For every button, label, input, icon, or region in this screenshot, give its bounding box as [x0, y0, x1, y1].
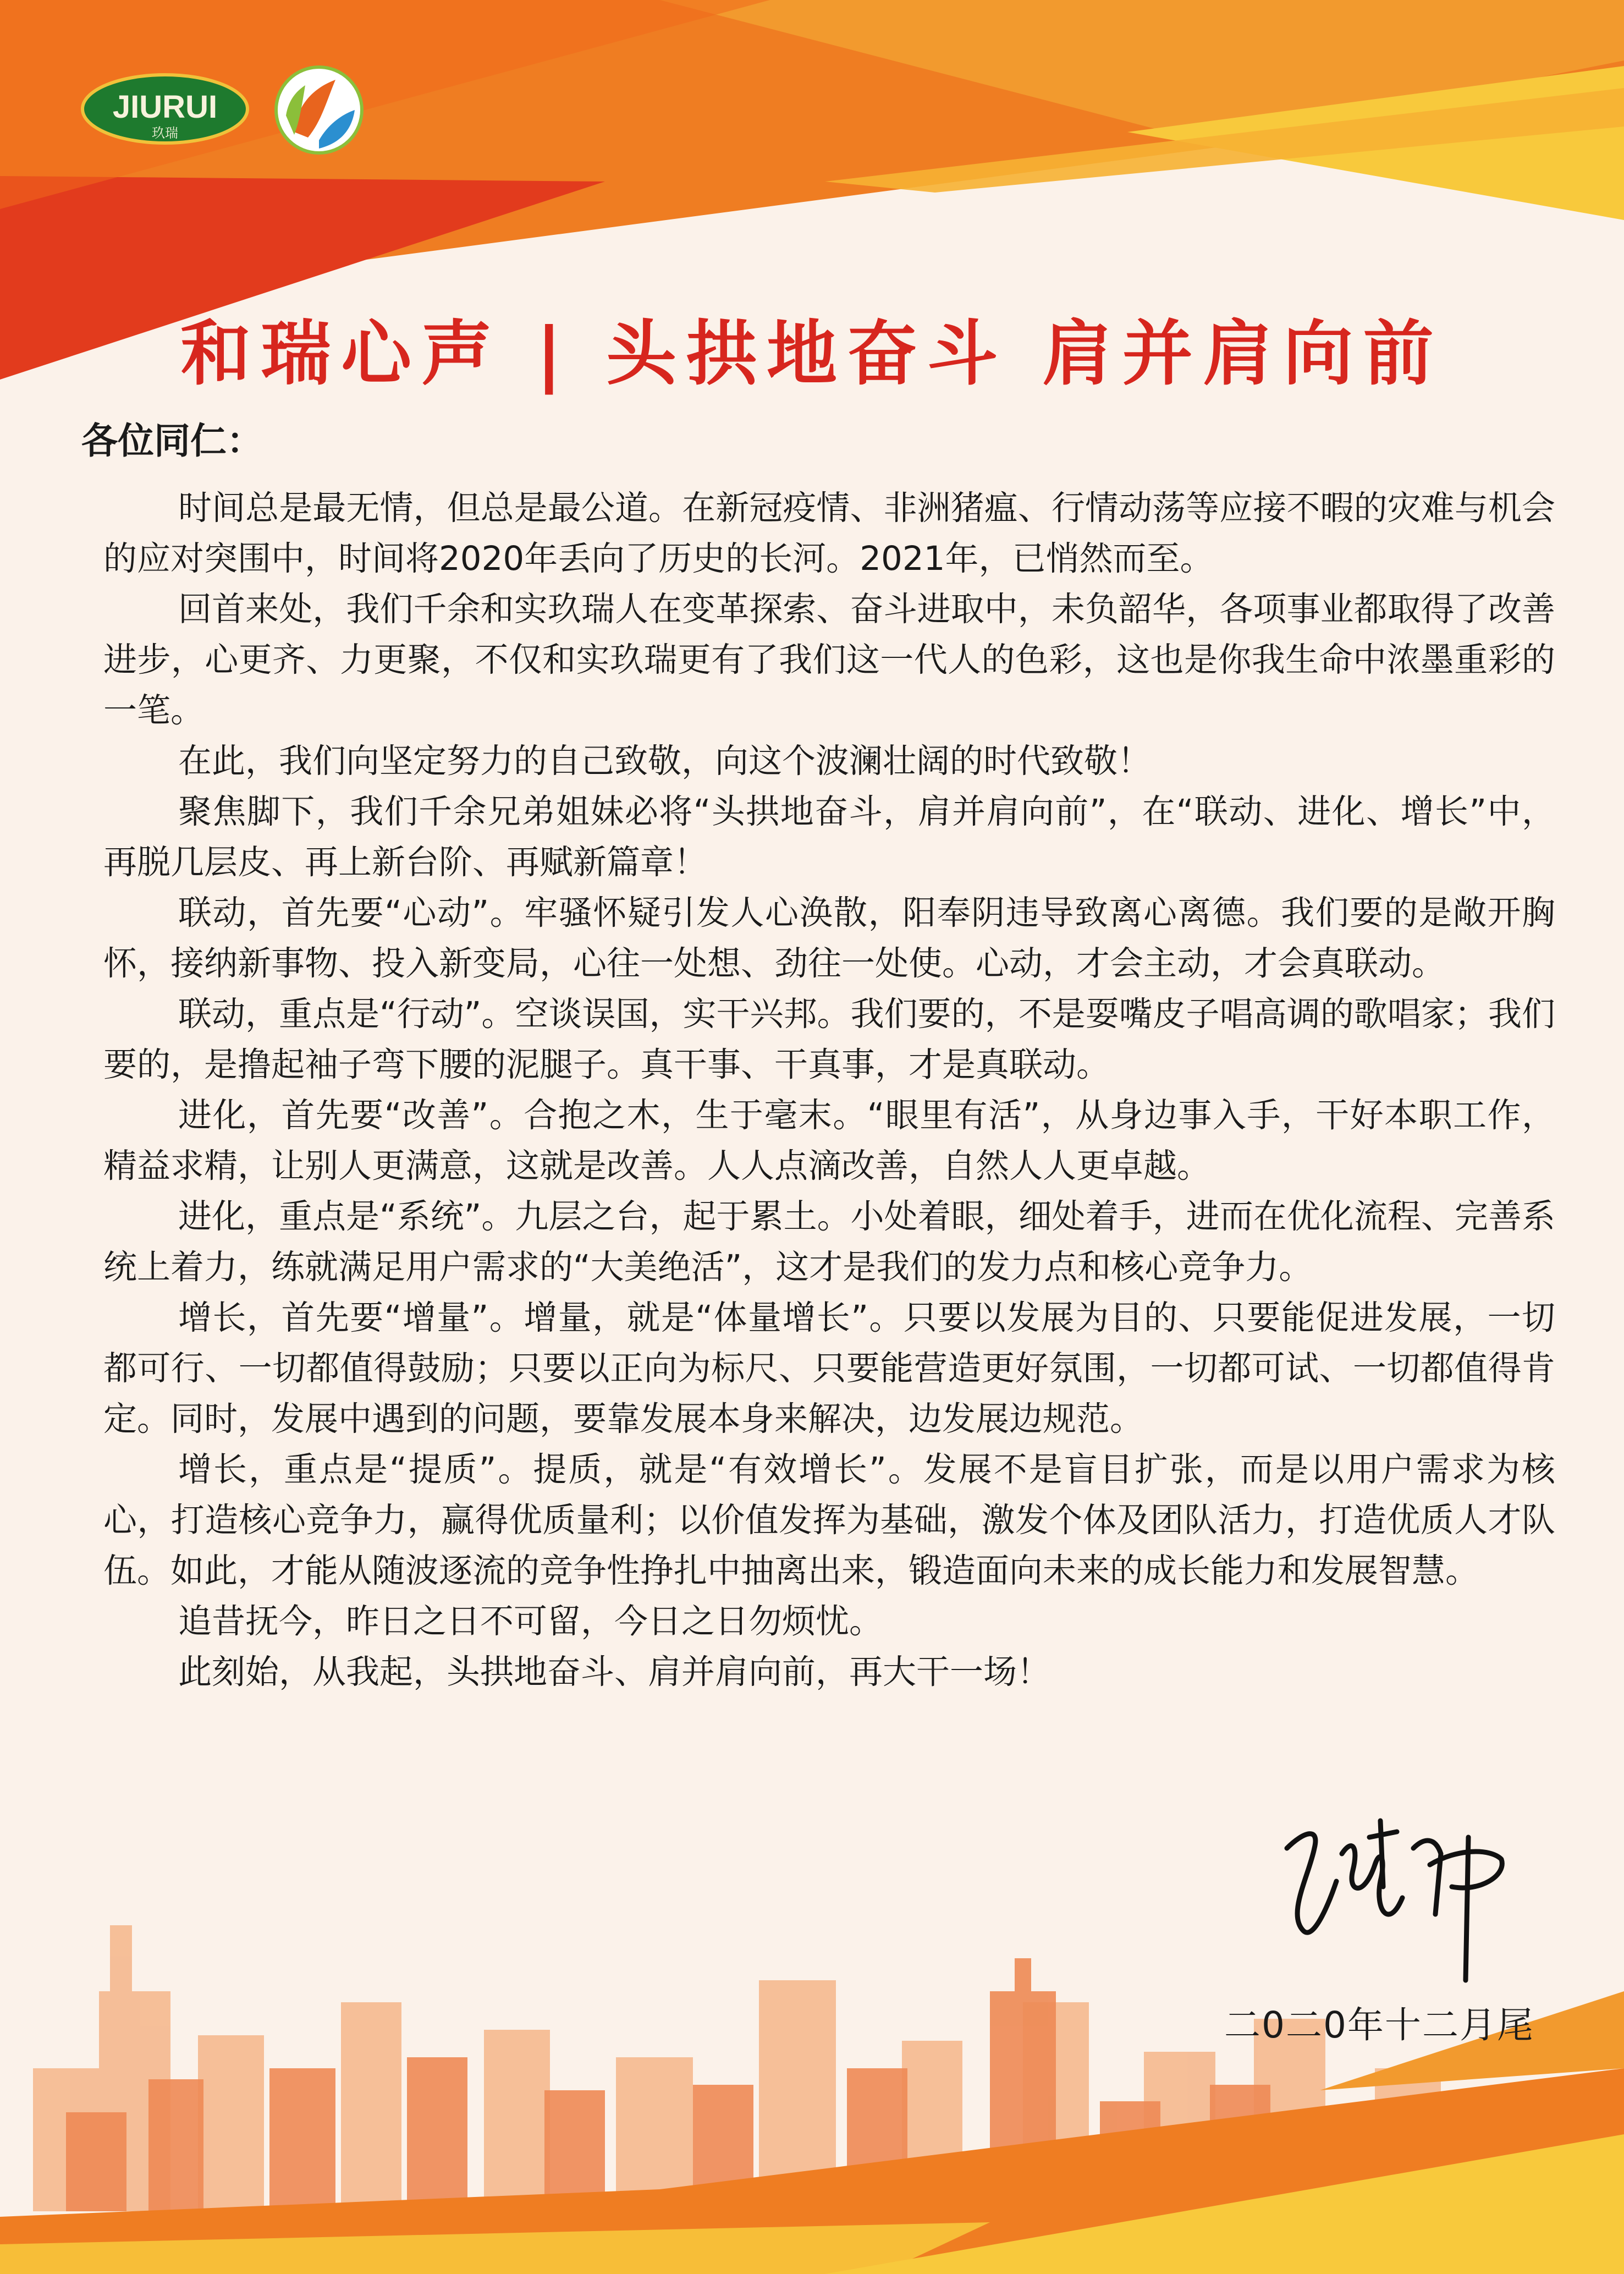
company-logo — [77, 61, 374, 171]
paragraph: 进化，重点是“系统”。九层之台，起于累土。小处着眼，细处着手，进而在优化流程、完善系统上着力，练就满足用户需求的“大美绝活”，这才是我们的发力点和核心竞争力。 — [103, 1197, 1555, 1287]
greeting: 各位同仁： — [81, 420, 263, 462]
paragraph: 进化，首先要“改善”。合抱之木，生于毫末。“眼里有活”，从身边事入手，干好本职工作，精益求精，让别人更满意，这就是改善。人人点滴改善，自然人人更卓越。 — [103, 1096, 1555, 1185]
paragraph: 此刻始，从我起，头拱地奋斗、肩并肩向前，再大干一场！ — [178, 1652, 1051, 1691]
letter-body — [103, 483, 1555, 1698]
paragraph: 追昔抚今，昨日之日不可留，今日之日勿烦忧。 — [178, 1602, 883, 1641]
logo-brand-cn: 玖瑞 — [152, 125, 178, 141]
paragraph: 增长，重点是“提质”。提质，就是“有效增长”。发展不是盲目扩张，而是以用户需求为核心，打造核心竞争力，赢得优质量利；以价值发挥为基础，激发个体及团队活力，打造优质人才队伍。如此，才能从随波逐流的竞争性挣扎中抽离出来，锻造面向未来的成长能力和发展智慧。 — [103, 1450, 1555, 1590]
handwritten-signature — [1270, 1815, 1545, 1997]
paragraph: 时间总是最无情，但总是最公道。在新冠疫情、非洲猪瘟、行情动荡等应接不暇的灾难与机会的应对突围中，时间将2020年丢向了历史的长河。2021年，已悄然而至。 — [103, 488, 1555, 578]
paragraph: 聚焦脚下，我们千余兄弟姐妹必将“头拱地奋斗，肩并肩向前”，在“联动、进化、增长”中，再脱几层皮、再上新台阶、再赋新篇章！ — [103, 792, 1555, 882]
logo-graphic — [77, 61, 374, 171]
logo-brand-text: JIURUI — [112, 89, 218, 125]
paragraph: 联动，首先要“心动”。牢骚怀疑引发人心涣散，阳奉阴违导致离心离德。我们要的是敞开胸怀，接纳新事物、投入新变局，心往一处想、劲往一处使。心动，才会主动，才会真联动。 — [103, 893, 1555, 983]
page-title: 和瑞心声 | 头拱地奋斗 肩并肩向前 — [180, 313, 1444, 395]
paragraph: 增长，首先要“增量”。增量，就是“体量增长”。只要以发展为目的、只要能促进发展，一切都可行、一切都值得鼓励；只要以正向为标尺、只要能营造更好氛围，一切都可试、一切都值得肯定。同时，发展中遇到的问题，要靠发展本身来解决，边发展边规范。 — [103, 1298, 1555, 1438]
paragraph: 联动，重点是“行动”。空谈误国，实干兴邦。我们要的，不是耍嘴皮子唱高调的歌唱家；我们要的，是撸起袖子弯下腰的泥腿子。真干事、干真事，才是真联动。 — [103, 995, 1555, 1084]
paragraph: 在此，我们向坚定努力的自己致敬，向这个波澜壮阔的时代致敬！ — [178, 741, 1152, 781]
paragraph: 回首来处，我们千余和实玖瑞人在变革探索、奋斗进取中，未负韶华，各项事业都取得了改善进步，心更齐、力更聚，不仅和实玖瑞更有了我们这一代人的色彩，这也是你我生命中浓墨重彩的一笔。 — [103, 590, 1555, 730]
letter-date: 二0二0年十二月尾 — [1224, 2004, 1534, 2046]
